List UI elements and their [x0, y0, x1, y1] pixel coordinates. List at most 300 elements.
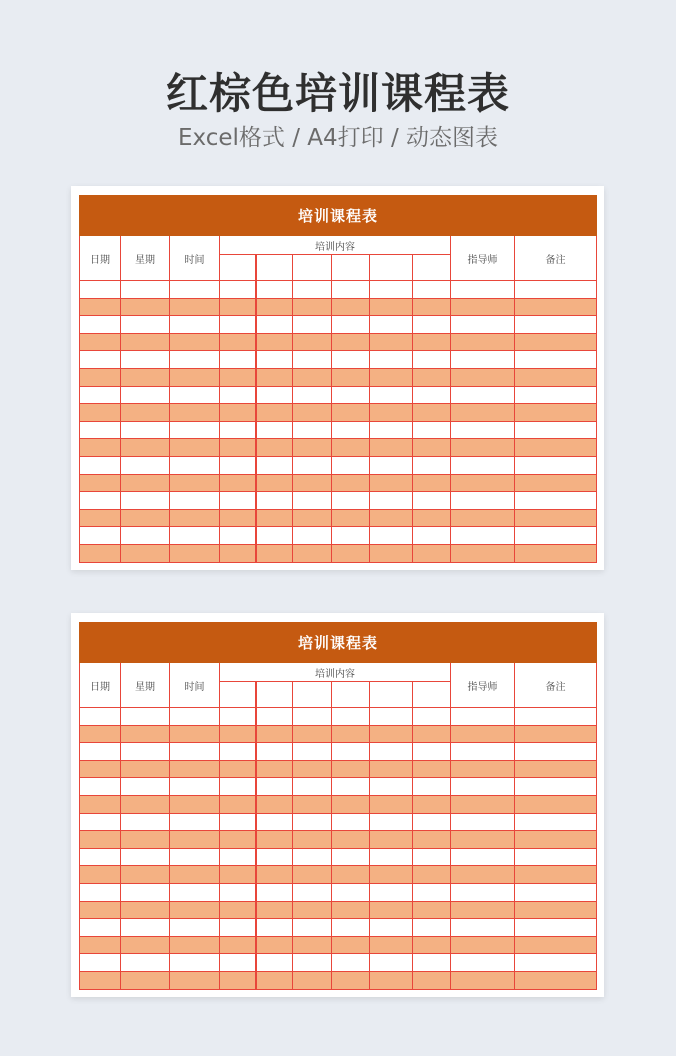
table-cell[interactable] [413, 743, 451, 761]
table-cell[interactable] [220, 971, 256, 989]
table-cell[interactable] [515, 439, 597, 457]
table-cell[interactable] [451, 544, 515, 562]
content-subcell[interactable] [256, 255, 293, 281]
table-cell[interactable] [80, 795, 121, 813]
table-cell[interactable] [370, 813, 413, 831]
table-cell[interactable] [170, 404, 220, 422]
table-cell[interactable] [332, 725, 370, 743]
table-cell[interactable] [220, 954, 256, 972]
table-cell[interactable] [170, 743, 220, 761]
table-cell[interactable] [370, 492, 413, 510]
table-cell[interactable] [515, 492, 597, 510]
table-cell[interactable] [80, 848, 121, 866]
table-cell[interactable] [413, 333, 451, 351]
table-cell[interactable] [170, 509, 220, 527]
table-cell[interactable] [451, 316, 515, 334]
table-cell[interactable] [332, 544, 370, 562]
table-cell[interactable] [80, 281, 121, 299]
table-cell[interactable] [413, 439, 451, 457]
table-cell[interactable] [170, 474, 220, 492]
table-cell[interactable] [121, 456, 170, 474]
table-cell[interactable] [80, 298, 121, 316]
table-cell[interactable] [451, 333, 515, 351]
table-cell[interactable] [370, 936, 413, 954]
table-cell[interactable] [80, 919, 121, 937]
table-cell[interactable] [256, 848, 293, 866]
table-cell[interactable] [170, 936, 220, 954]
table-cell[interactable] [370, 848, 413, 866]
content-subcell[interactable] [332, 255, 370, 281]
table-cell[interactable] [451, 760, 515, 778]
table-cell[interactable] [220, 544, 256, 562]
table-cell[interactable] [121, 725, 170, 743]
table-cell[interactable] [515, 901, 597, 919]
table-cell[interactable] [413, 848, 451, 866]
content-subcell[interactable] [370, 682, 413, 708]
table-cell[interactable] [170, 848, 220, 866]
table-cell[interactable] [170, 725, 220, 743]
table-cell[interactable] [515, 544, 597, 562]
table-cell[interactable] [451, 474, 515, 492]
table-cell[interactable] [413, 368, 451, 386]
table-cell[interactable] [413, 474, 451, 492]
table-cell[interactable] [121, 971, 170, 989]
table-cell[interactable] [256, 404, 293, 422]
table-cell[interactable] [80, 743, 121, 761]
table-cell[interactable] [80, 831, 121, 849]
table-cell[interactable] [121, 831, 170, 849]
table-cell[interactable] [256, 760, 293, 778]
table-cell[interactable] [256, 866, 293, 884]
table-cell[interactable] [413, 509, 451, 527]
table-cell[interactable] [121, 919, 170, 937]
table-cell[interactable] [121, 316, 170, 334]
table-cell[interactable] [332, 883, 370, 901]
table-cell[interactable] [451, 456, 515, 474]
table-cell[interactable] [293, 725, 332, 743]
table-cell[interactable] [293, 778, 332, 796]
table-cell[interactable] [370, 901, 413, 919]
table-cell[interactable] [293, 831, 332, 849]
table-cell[interactable] [370, 954, 413, 972]
table-cell[interactable] [413, 298, 451, 316]
table-cell[interactable] [293, 281, 332, 299]
table-cell[interactable] [370, 760, 413, 778]
table-cell[interactable] [80, 954, 121, 972]
table-cell[interactable] [293, 386, 332, 404]
table-cell[interactable] [220, 866, 256, 884]
table-cell[interactable] [515, 509, 597, 527]
table-cell[interactable] [80, 492, 121, 510]
table-cell[interactable] [121, 421, 170, 439]
table-cell[interactable] [515, 404, 597, 422]
table-cell[interactable] [121, 281, 170, 299]
table-cell[interactable] [293, 883, 332, 901]
table-cell[interactable] [256, 351, 293, 369]
table-cell[interactable] [121, 544, 170, 562]
table-cell[interactable] [293, 919, 332, 937]
table-cell[interactable] [256, 439, 293, 457]
table-cell[interactable] [332, 795, 370, 813]
table-cell[interactable] [256, 492, 293, 510]
table-cell[interactable] [370, 298, 413, 316]
table-cell[interactable] [413, 901, 451, 919]
table-cell[interactable] [370, 544, 413, 562]
table-cell[interactable] [413, 316, 451, 334]
table-cell[interactable] [80, 316, 121, 334]
table-cell[interactable] [220, 333, 256, 351]
table-cell[interactable] [451, 708, 515, 726]
table-cell[interactable] [332, 351, 370, 369]
table-cell[interactable] [256, 883, 293, 901]
table-cell[interactable] [121, 936, 170, 954]
table-cell[interactable] [170, 831, 220, 849]
table-cell[interactable] [170, 544, 220, 562]
table-cell[interactable] [121, 474, 170, 492]
table-cell[interactable] [256, 831, 293, 849]
table-cell[interactable] [451, 368, 515, 386]
table-cell[interactable] [370, 778, 413, 796]
table-cell[interactable] [451, 509, 515, 527]
table-cell[interactable] [220, 725, 256, 743]
table-cell[interactable] [293, 492, 332, 510]
table-cell[interactable] [80, 474, 121, 492]
table-cell[interactable] [293, 404, 332, 422]
table-cell[interactable] [256, 527, 293, 545]
table-cell[interactable] [256, 743, 293, 761]
content-subcell[interactable] [220, 682, 256, 708]
table-cell[interactable] [170, 883, 220, 901]
table-cell[interactable] [370, 725, 413, 743]
table-cell[interactable] [256, 778, 293, 796]
table-cell[interactable] [121, 527, 170, 545]
table-cell[interactable] [220, 439, 256, 457]
table-cell[interactable] [370, 708, 413, 726]
table-cell[interactable] [370, 866, 413, 884]
table-cell[interactable] [370, 509, 413, 527]
table-cell[interactable] [293, 954, 332, 972]
table-cell[interactable] [80, 368, 121, 386]
table-cell[interactable] [170, 439, 220, 457]
table-cell[interactable] [170, 492, 220, 510]
table-cell[interactable] [80, 725, 121, 743]
table-cell[interactable] [370, 333, 413, 351]
table-cell[interactable] [80, 971, 121, 989]
table-cell[interactable] [413, 778, 451, 796]
table-cell[interactable] [332, 936, 370, 954]
table-cell[interactable] [220, 456, 256, 474]
table-cell[interactable] [515, 351, 597, 369]
table-cell[interactable] [515, 743, 597, 761]
table-cell[interactable] [80, 404, 121, 422]
table-cell[interactable] [293, 298, 332, 316]
table-cell[interactable] [121, 743, 170, 761]
table-cell[interactable] [121, 954, 170, 972]
table-cell[interactable] [170, 386, 220, 404]
table-cell[interactable] [370, 919, 413, 937]
table-cell[interactable] [515, 281, 597, 299]
table-cell[interactable] [293, 708, 332, 726]
table-cell[interactable] [220, 386, 256, 404]
table-cell[interactable] [220, 527, 256, 545]
table-cell[interactable] [80, 866, 121, 884]
table-cell[interactable] [220, 936, 256, 954]
table-cell[interactable] [515, 848, 597, 866]
table-cell[interactable] [256, 316, 293, 334]
table-cell[interactable] [293, 421, 332, 439]
table-cell[interactable] [256, 813, 293, 831]
table-cell[interactable] [170, 901, 220, 919]
table-cell[interactable] [451, 813, 515, 831]
table-cell[interactable] [293, 813, 332, 831]
table-cell[interactable] [413, 954, 451, 972]
table-cell[interactable] [332, 281, 370, 299]
table-cell[interactable] [293, 971, 332, 989]
content-subcell[interactable] [293, 255, 332, 281]
table-cell[interactable] [370, 883, 413, 901]
table-cell[interactable] [80, 936, 121, 954]
table-cell[interactable] [413, 421, 451, 439]
table-cell[interactable] [451, 883, 515, 901]
table-cell[interactable] [121, 333, 170, 351]
table-cell[interactable] [256, 971, 293, 989]
table-cell[interactable] [170, 281, 220, 299]
table-cell[interactable] [121, 368, 170, 386]
table-cell[interactable] [121, 404, 170, 422]
table-cell[interactable] [515, 971, 597, 989]
table-cell[interactable] [370, 421, 413, 439]
table-cell[interactable] [413, 492, 451, 510]
table-cell[interactable] [220, 848, 256, 866]
table-cell[interactable] [80, 386, 121, 404]
table-cell[interactable] [80, 901, 121, 919]
table-cell[interactable] [515, 919, 597, 937]
table-cell[interactable] [332, 778, 370, 796]
table-cell[interactable] [293, 795, 332, 813]
table-cell[interactable] [515, 456, 597, 474]
table-cell[interactable] [220, 492, 256, 510]
table-cell[interactable] [256, 368, 293, 386]
table-cell[interactable] [370, 439, 413, 457]
table-cell[interactable] [220, 813, 256, 831]
table-cell[interactable] [515, 316, 597, 334]
table-cell[interactable] [170, 778, 220, 796]
table-cell[interactable] [293, 743, 332, 761]
table-cell[interactable] [121, 883, 170, 901]
table-cell[interactable] [332, 527, 370, 545]
table-cell[interactable] [80, 883, 121, 901]
content-subcell[interactable] [370, 255, 413, 281]
table-cell[interactable] [293, 760, 332, 778]
table-cell[interactable] [413, 866, 451, 884]
table-cell[interactable] [451, 971, 515, 989]
table-cell[interactable] [170, 421, 220, 439]
table-cell[interactable] [80, 813, 121, 831]
table-cell[interactable] [293, 351, 332, 369]
table-cell[interactable] [220, 901, 256, 919]
table-cell[interactable] [332, 333, 370, 351]
content-subcell[interactable] [293, 682, 332, 708]
table-cell[interactable] [121, 813, 170, 831]
table-cell[interactable] [293, 439, 332, 457]
table-cell[interactable] [170, 351, 220, 369]
table-cell[interactable] [256, 298, 293, 316]
table-cell[interactable] [413, 883, 451, 901]
table-cell[interactable] [451, 831, 515, 849]
table-cell[interactable] [121, 386, 170, 404]
table-cell[interactable] [413, 281, 451, 299]
table-cell[interactable] [451, 492, 515, 510]
table-cell[interactable] [121, 298, 170, 316]
table-cell[interactable] [332, 760, 370, 778]
table-cell[interactable] [170, 919, 220, 937]
content-subcell[interactable] [220, 255, 256, 281]
table-cell[interactable] [413, 404, 451, 422]
table-cell[interactable] [332, 439, 370, 457]
table-cell[interactable] [256, 509, 293, 527]
table-cell[interactable] [515, 368, 597, 386]
table-cell[interactable] [256, 333, 293, 351]
table-cell[interactable] [370, 281, 413, 299]
table-cell[interactable] [332, 954, 370, 972]
table-cell[interactable] [451, 795, 515, 813]
table-cell[interactable] [370, 527, 413, 545]
table-cell[interactable] [515, 333, 597, 351]
table-cell[interactable] [515, 298, 597, 316]
content-subcell[interactable] [256, 682, 293, 708]
table-cell[interactable] [170, 813, 220, 831]
table-cell[interactable] [413, 456, 451, 474]
table-cell[interactable] [121, 351, 170, 369]
table-cell[interactable] [413, 919, 451, 937]
table-cell[interactable] [170, 954, 220, 972]
table-cell[interactable] [220, 795, 256, 813]
table-cell[interactable] [121, 848, 170, 866]
table-cell[interactable] [370, 351, 413, 369]
table-cell[interactable] [220, 919, 256, 937]
table-cell[interactable] [413, 813, 451, 831]
table-cell[interactable] [220, 509, 256, 527]
table-cell[interactable] [121, 795, 170, 813]
table-cell[interactable] [413, 527, 451, 545]
table-cell[interactable] [256, 281, 293, 299]
table-cell[interactable] [293, 509, 332, 527]
table-cell[interactable] [515, 708, 597, 726]
table-cell[interactable] [413, 725, 451, 743]
table-cell[interactable] [332, 316, 370, 334]
table-cell[interactable] [515, 760, 597, 778]
table-cell[interactable] [256, 474, 293, 492]
table-cell[interactable] [293, 474, 332, 492]
table-cell[interactable] [80, 351, 121, 369]
table-cell[interactable] [370, 368, 413, 386]
table-cell[interactable] [256, 919, 293, 937]
table-cell[interactable] [220, 368, 256, 386]
table-cell[interactable] [332, 492, 370, 510]
table-cell[interactable] [293, 901, 332, 919]
table-cell[interactable] [332, 421, 370, 439]
table-cell[interactable] [451, 743, 515, 761]
table-cell[interactable] [293, 866, 332, 884]
table-cell[interactable] [370, 971, 413, 989]
table-cell[interactable] [220, 778, 256, 796]
table-cell[interactable] [413, 351, 451, 369]
table-cell[interactable] [256, 708, 293, 726]
table-cell[interactable] [256, 795, 293, 813]
table-cell[interactable] [220, 474, 256, 492]
table-cell[interactable] [121, 760, 170, 778]
table-cell[interactable] [220, 281, 256, 299]
table-cell[interactable] [256, 544, 293, 562]
table-cell[interactable] [370, 831, 413, 849]
table-cell[interactable] [293, 544, 332, 562]
content-subcell[interactable] [413, 682, 451, 708]
table-cell[interactable] [451, 901, 515, 919]
table-cell[interactable] [293, 848, 332, 866]
table-cell[interactable] [515, 936, 597, 954]
table-cell[interactable] [515, 421, 597, 439]
table-cell[interactable] [220, 760, 256, 778]
table-cell[interactable] [451, 404, 515, 422]
table-cell[interactable] [170, 316, 220, 334]
table-cell[interactable] [413, 544, 451, 562]
table-cell[interactable] [370, 456, 413, 474]
table-cell[interactable] [413, 386, 451, 404]
table-cell[interactable] [256, 386, 293, 404]
table-cell[interactable] [121, 439, 170, 457]
table-cell[interactable] [370, 743, 413, 761]
table-cell[interactable] [220, 743, 256, 761]
table-cell[interactable] [170, 298, 220, 316]
table-cell[interactable] [80, 760, 121, 778]
table-cell[interactable] [332, 866, 370, 884]
table-cell[interactable] [220, 831, 256, 849]
table-cell[interactable] [451, 848, 515, 866]
table-cell[interactable] [80, 509, 121, 527]
table-cell[interactable] [332, 831, 370, 849]
table-cell[interactable] [293, 316, 332, 334]
table-cell[interactable] [220, 404, 256, 422]
table-cell[interactable] [515, 386, 597, 404]
table-cell[interactable] [332, 901, 370, 919]
table-cell[interactable] [451, 421, 515, 439]
table-cell[interactable] [80, 708, 121, 726]
table-cell[interactable] [451, 778, 515, 796]
table-cell[interactable] [413, 971, 451, 989]
table-cell[interactable] [332, 298, 370, 316]
table-cell[interactable] [170, 368, 220, 386]
table-cell[interactable] [451, 386, 515, 404]
table-cell[interactable] [170, 333, 220, 351]
table-cell[interactable] [256, 954, 293, 972]
table-cell[interactable] [170, 866, 220, 884]
table-cell[interactable] [256, 936, 293, 954]
table-cell[interactable] [451, 351, 515, 369]
table-cell[interactable] [515, 778, 597, 796]
table-cell[interactable] [256, 421, 293, 439]
table-cell[interactable] [293, 936, 332, 954]
table-cell[interactable] [515, 883, 597, 901]
content-subcell[interactable] [413, 255, 451, 281]
table-cell[interactable] [80, 527, 121, 545]
table-cell[interactable] [170, 456, 220, 474]
table-cell[interactable] [220, 351, 256, 369]
table-cell[interactable] [515, 954, 597, 972]
table-cell[interactable] [332, 743, 370, 761]
table-cell[interactable] [170, 795, 220, 813]
table-cell[interactable] [220, 883, 256, 901]
table-cell[interactable] [220, 316, 256, 334]
